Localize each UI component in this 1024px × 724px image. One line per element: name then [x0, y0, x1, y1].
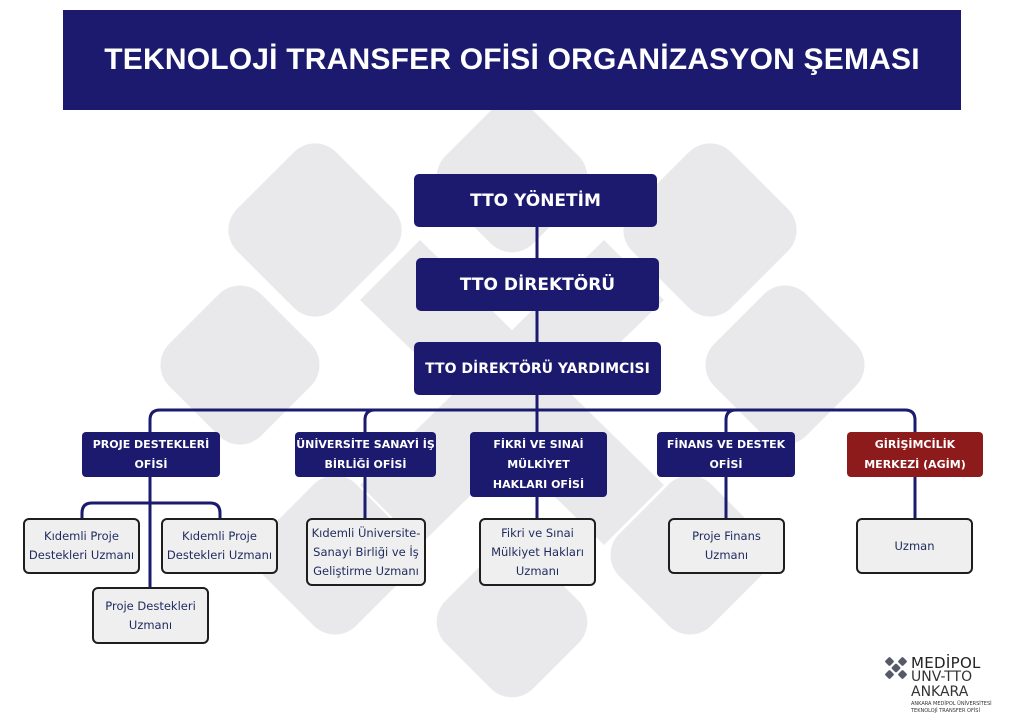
tto-director-label: TTO DİREKTÖRÜ — [459, 274, 616, 295]
role-label: Uzman — [894, 538, 935, 553]
role-label: Fikri ve Sınai Mülkiyet Hakları Uzmanı — [491, 525, 584, 578]
tto-deputy-director-label: TTO DİREKTÖRÜ YARDIMCISI — [425, 360, 650, 377]
tto-management-box — [414, 174, 657, 227]
department-box-entrepreneurship-center — [847, 432, 983, 477]
role-box-specialist — [856, 518, 973, 574]
role-label: Proje Destekleri Uzmanı — [105, 598, 196, 632]
department-label: ÜNİVERSİTE SANAYİ İŞ BİRLİĞİ OFİSİ — [296, 437, 435, 471]
role-box-project-specialist — [92, 587, 209, 644]
department-box-finance-support — [657, 432, 795, 477]
role-label: Kıdemli Proje Destekleri Uzmanı — [28, 529, 135, 562]
medipol-logo-icon — [884, 656, 908, 680]
logo-line-3: ANKARA — [911, 684, 969, 700]
tto-deputy-director-box — [414, 342, 661, 395]
department-label: FİKRİ VE SINAİ MÜLKİYET HAKLARI OFİSİ — [492, 437, 585, 491]
logo-line-4: ANKARA MEDİPOL ÜNİVERSİTESİ — [911, 701, 992, 707]
title-banner — [63, 10, 961, 110]
department-box-university-industry — [295, 432, 436, 477]
role-label: Kıdemli Üniversite- Sanayi Birliği ve İş Geliştirme Uzmanı — [311, 525, 421, 578]
role-box-ip-rights-specialist — [479, 518, 596, 586]
medipol-logo — [884, 654, 1014, 720]
department-box-ip-rights — [470, 432, 607, 497]
role-box-project-finance-specialist — [668, 518, 785, 574]
department-label: GİRİŞİMCİLİK MERKEZİ (AGİM) — [864, 437, 966, 471]
logo-line-2: UNV-TTO — [911, 669, 973, 685]
role-label: Kıdemli Proje Destekleri Uzmanı — [166, 529, 273, 562]
role-box-senior-project-specialist-2 — [161, 518, 278, 574]
logo-line-5: TEKNOLOJİ TRANSFER OFİSİ — [911, 708, 980, 714]
department-box-project-support — [82, 432, 220, 477]
department-label: FİNANS VE DESTEK OFİSİ — [666, 437, 786, 471]
logo-name: MEDİPOL — [911, 654, 981, 672]
tto-management-label: TTO YÖNETİM — [470, 190, 601, 211]
role-box-senior-project-specialist-1 — [23, 518, 140, 574]
role-box-senior-university-industry-specialist — [306, 518, 426, 586]
department-label: PROJE DESTEKLERİ OFİSİ — [92, 437, 210, 471]
role-label: Proje Finans Uzmanı — [692, 529, 761, 562]
tto-director-box — [416, 258, 659, 311]
page-title: TEKNOLOJİ TRANSFER OFİSİ ORGANİZASYON ŞEMASI — [104, 43, 920, 76]
